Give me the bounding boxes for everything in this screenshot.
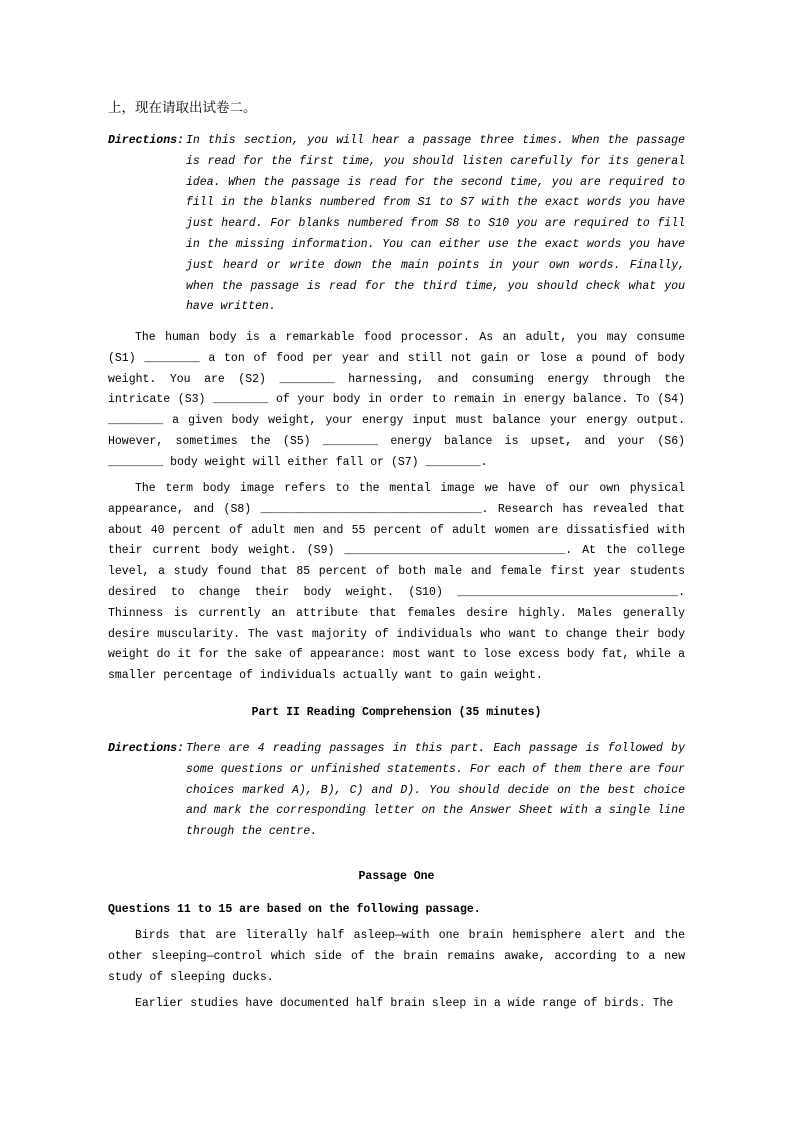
directions-text: There are 4 reading passages in this part. Each passage is followed by some questions or unfinished statements. For each of them there are four choices marked A), B), C) and D). You should decide on the best choice and mark the corresponding letter on the Answer Sheet with a single line through the centre. (186, 742, 685, 839)
passage-title: Passage One (358, 870, 435, 883)
directions-text: In this section, you will hear a passage three times. When the passage is read for the first time, you should listen carefully for its general idea. When the passage is read for the second time, you are required to fill in the blanks numbered from S1 to S7 with the exact words you have just heard. For blanks numbered from S8 to S10 you are required to fill in the missing information. You can either use the exact words you have just heard or write down the main points in your own words. Finally, when the passage is read for the third time, you should check what you have written. (186, 134, 685, 314)
intro-line: 上，现在请取出试卷二。 (108, 100, 257, 116)
reading-paragraph-1: Birds that are literally half asleep—with one brain hemisphere alert and the other sleeping—control which side of the brain remains awake, according to a new study of sleeping ducks. (108, 929, 685, 984)
passage-paragraph-2: The term body image refers to the mental image we have of our own physical appearance, and (S8) ________________________________. Research has revealed that about 40 percent of adult men and 55 percent of adult women are dissatisfied with their current body weight. (S9) ________________________________. At the college level, a study found that 85 percent of both male and female first year students desired to change their body weight. (S10) ________________________________. Thinness is currently an attribute that females desire highly. Males generally desire muscularity. The vast majority of individuals who want to change their body weight do it for the sake of appearance: most want to lose excess body fat, while a smaller percentage of individuals actually want to gain weight. (108, 482, 685, 683)
reading-paragraph-2: Earlier studies have documented half brain sleep in a wide range of birds. The (135, 997, 674, 1010)
directions-label: Directions: (108, 742, 184, 755)
questions-heading: Questions 11 to 15 are based on the following passage. (108, 903, 481, 916)
passage-paragraph-1: The human body is a remarkable food processor. As an adult, you may consume (S1) ________ a ton of food per year and still not gain or lose a pound of body weight. You are (S2) ________ harnessing, and consuming energy through the intricate (S3) ________ of your body in order to remain in energy balance. To (S4) ________ a given body weight, your energy input must balance your energy output. However, sometimes the (S5) ________ energy balance is upset, and your (S6) ________ body weight will either fall or (S7) ________. (108, 331, 685, 469)
part2-directions (108, 739, 685, 843)
part2-title: Part II Reading Comprehension (35 minutes) (251, 706, 542, 719)
section1-directions (108, 131, 685, 318)
directions-label: Directions: (108, 134, 184, 147)
